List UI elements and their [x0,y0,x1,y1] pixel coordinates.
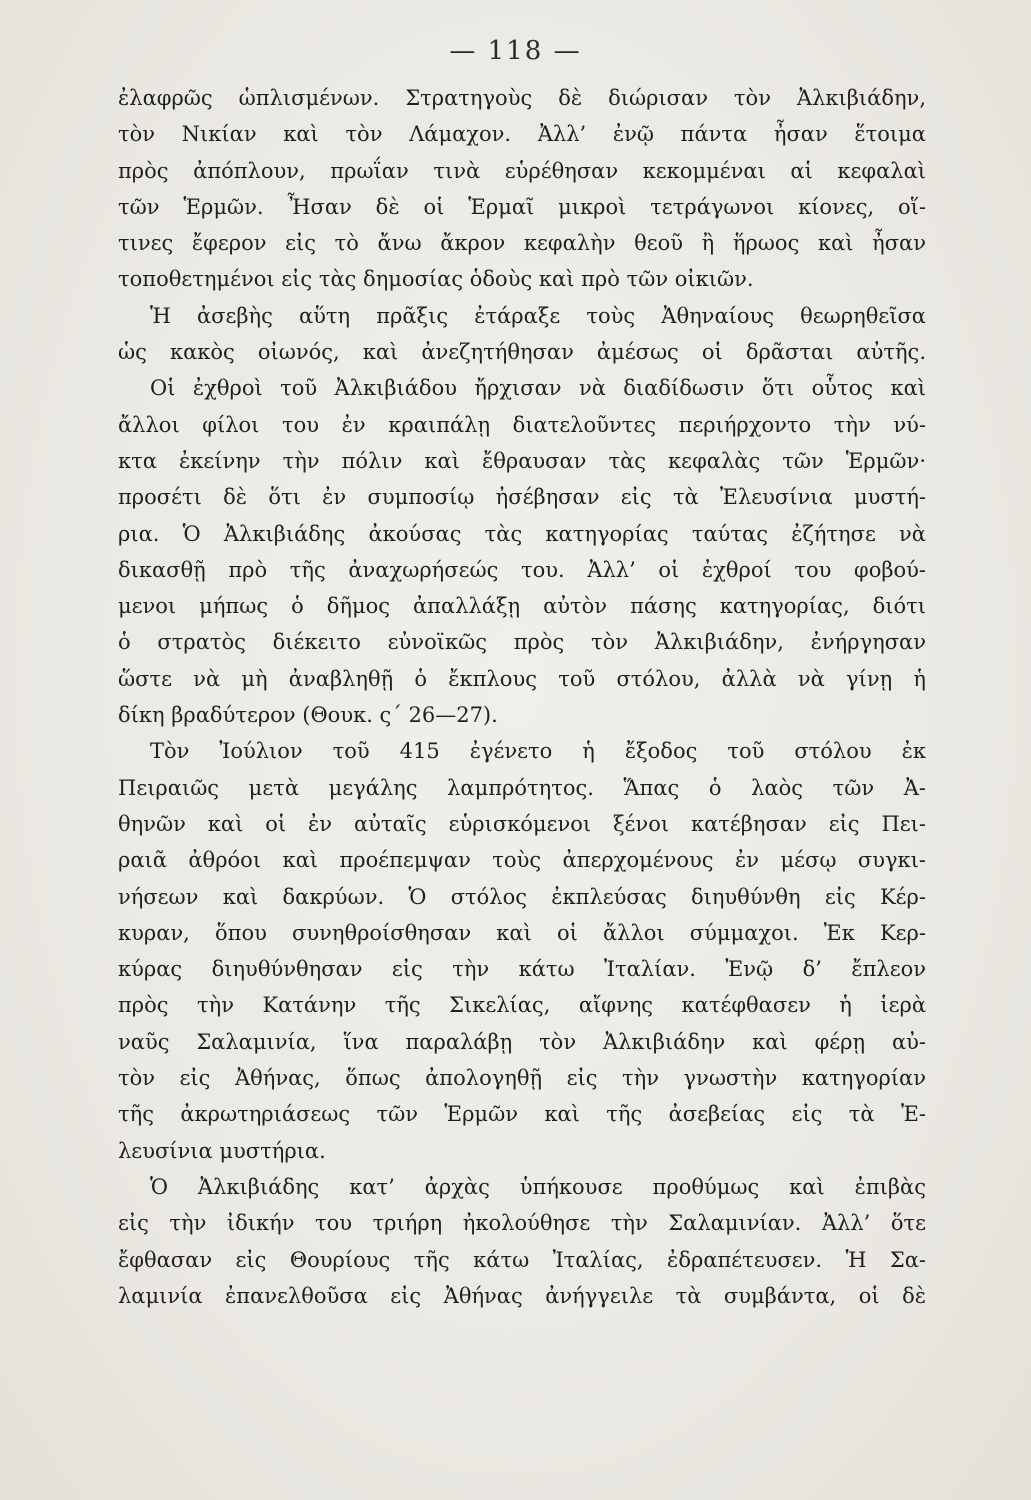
text-line: ναῦς Σαλαμινία, ἵνα παραλάβῃ τὸν Ἀλκιβιάδην καὶ φέρῃ αὐ- [118,1029,926,1054]
text-line: πρὸς τὴν Κατάνην τῆς Σικελίας, αἴφνης κατέφθασεν ἡ ἱερὰ [118,993,926,1018]
text-line: λαμινία ἐπανελθοῦσα εἰς Ἀθήνας ἀνήγγειλε τὰ συμβάντα, οἱ δὲ [118,1283,926,1308]
text-line: τὸν εἰς Ἀθήνας, ὅπως ἀπολογηθῇ εἰς τὴν γνωστὴν κατηγορίαν [118,1066,926,1091]
text-line: Οἱ ἐχθροὶ τοῦ Ἀλκιβιάδου ἤρχισαν νὰ διαδίδωσιν ὅτι οὗτος καὶ [150,376,926,401]
text-line: ὡς κακὸς οἰωνός, καὶ ἀνεζητήθησαν ἀμέσως οἱ δρᾶσται αὐτῆς. [118,340,926,365]
text-line: δικασθῇ πρὸ τῆς ἀναχωρήσεώς του. Ἀλλ’ οἱ ἐχθροί του φοβού- [118,557,926,582]
text-line: Ὁ Ἀλκιβιάδης κατ’ ἀρχὰς ὑπήκουσε προθύμως καὶ ἐπιβὰς [150,1174,926,1199]
text-line: Πειραιῶς μετὰ μεγάλης λαμπρότητος. Ἅπας ὁ λαὸς τῶν Ἀ- [118,775,926,800]
text-line: τὸν Νικίαν καὶ τὸν Λάμαχον. Ἀλλ’ ἐνῷ πάντα ἦσαν ἕτοιμα [118,122,926,147]
text-line: τινες ἔφερον εἰς τὸ ἄνω ἄκρον κεφαλὴν θεοῦ ἢ ἥρωος καὶ ἦσαν [118,231,926,256]
text-line: ραιᾶ ἀθρόοι καὶ προέπεμψαν τοὺς ἀπερχομένους ἐν μέσῳ συγκι- [118,848,926,873]
text-line: δίκη βραδύτερον (Θουκ. ς΄ 26—27). [118,703,498,728]
text-line: μενοι μήπως ὁ δῆμος ἀπαλλάξῃ αὐτὸν πάσης κατηγορίας, διότι [118,594,926,619]
text-line: κύρας διηυθύνθησαν εἰς τὴν κάτω Ἰταλίαν. Ἐνῷ δ’ ἔπλεον [118,957,926,982]
text-line: προσέτι δὲ ὅτι ἐν συμποσίῳ ἠσέβησαν εἰς τὰ Ἐλευσίνια μυστή- [118,485,926,510]
text-line: τῶν Ἑρμῶν. Ἦσαν δὲ οἱ Ἑρμαῖ μικροὶ τετράγωνοι κίονες, οἵ- [118,194,926,219]
text-line: νήσεων καὶ δακρύων. Ὁ στόλος ἐκπλεύσας διηυθύνθη εἰς Κέρ- [118,884,926,909]
text-line: Τὸν Ἰούλιον τοῦ 415 ἐγένετο ἡ ἔξοδος τοῦ στόλου ἐκ [150,739,926,764]
text-line: τοποθετημένοι εἰς τὰς δημοσίας ὁδοὺς καὶ πρὸ τῶν οἰκιῶν. [118,267,754,292]
text-line: ὁ στρατὸς διέκειτο εὐνοϊκῶς πρὸς τὸν Ἀλκιβιάδην, ἐνήργησαν [118,630,926,655]
text-line: ἐλαφρῶς ὡπλισμένων. Στρατηγοὺς δὲ διώρισαν τὸν Ἀλκιβιάδην, [118,86,926,110]
text-line: λευσίνια μυστήρια. [118,1138,326,1163]
text-line: ὥστε νὰ μὴ ἀναβληθῇ ὁ ἔκπλους τοῦ στόλου, ἀλλὰ νὰ γίνῃ ἡ [118,666,926,691]
body-text [118,80,926,1314]
page-number: — 118 — [449,36,582,66]
text-line: εἰς τὴν ἰδικήν του τριήρη ἠκολούθησε τὴν Σαλαμινίαν. Ἀλλ’ ὅτε [118,1211,926,1236]
text-line: κυραν, ὅπου συνηθροίσθησαν καὶ οἱ ἄλλοι σύμμαχοι. Ἐκ Κερ- [118,920,926,945]
text-line: κτα ἐκείνην τὴν πόλιν καὶ ἔθραυσαν τὰς κεφαλὰς τῶν Ἑρμῶν· [118,448,926,473]
text-line: ἔφθασαν εἰς Θουρίους τῆς κάτω Ἰταλίας, ἐδραπέτευσεν. Ἡ Σα- [118,1247,926,1272]
text-line: ἄλλοι φίλοι του ἐν κραιπάλῃ διατελοῦντες περιήρχοντο τὴν νύ- [118,412,926,437]
text-line: ρια. Ὁ Ἀλκιβιάδης ἀκούσας τὰς κατηγορίας ταύτας ἐζήτησε νὰ [118,521,926,546]
text-line: τῆς ἀκρωτηριάσεως τῶν Ἑρμῶν καὶ τῆς ἀσεβείας εἰς τὰ Ἐ- [118,1102,926,1127]
text-line: Ἡ ἀσεβὴς αὕτη πρᾶξις ἐτάραξε τοὺς Ἀθηναίους θεωρηθεῖσα [150,303,926,328]
text-line: πρὸς ἀπόπλουν, πρωΐαν τινὰ εὑρέθησαν κεκομμέναι αἱ κεφαλαὶ [118,158,926,183]
text-line: θηνῶν καὶ οἱ ἐν αὐταῖς εὑρισκόμενοι ξένοι κατέβησαν εἰς Πει- [118,811,926,836]
